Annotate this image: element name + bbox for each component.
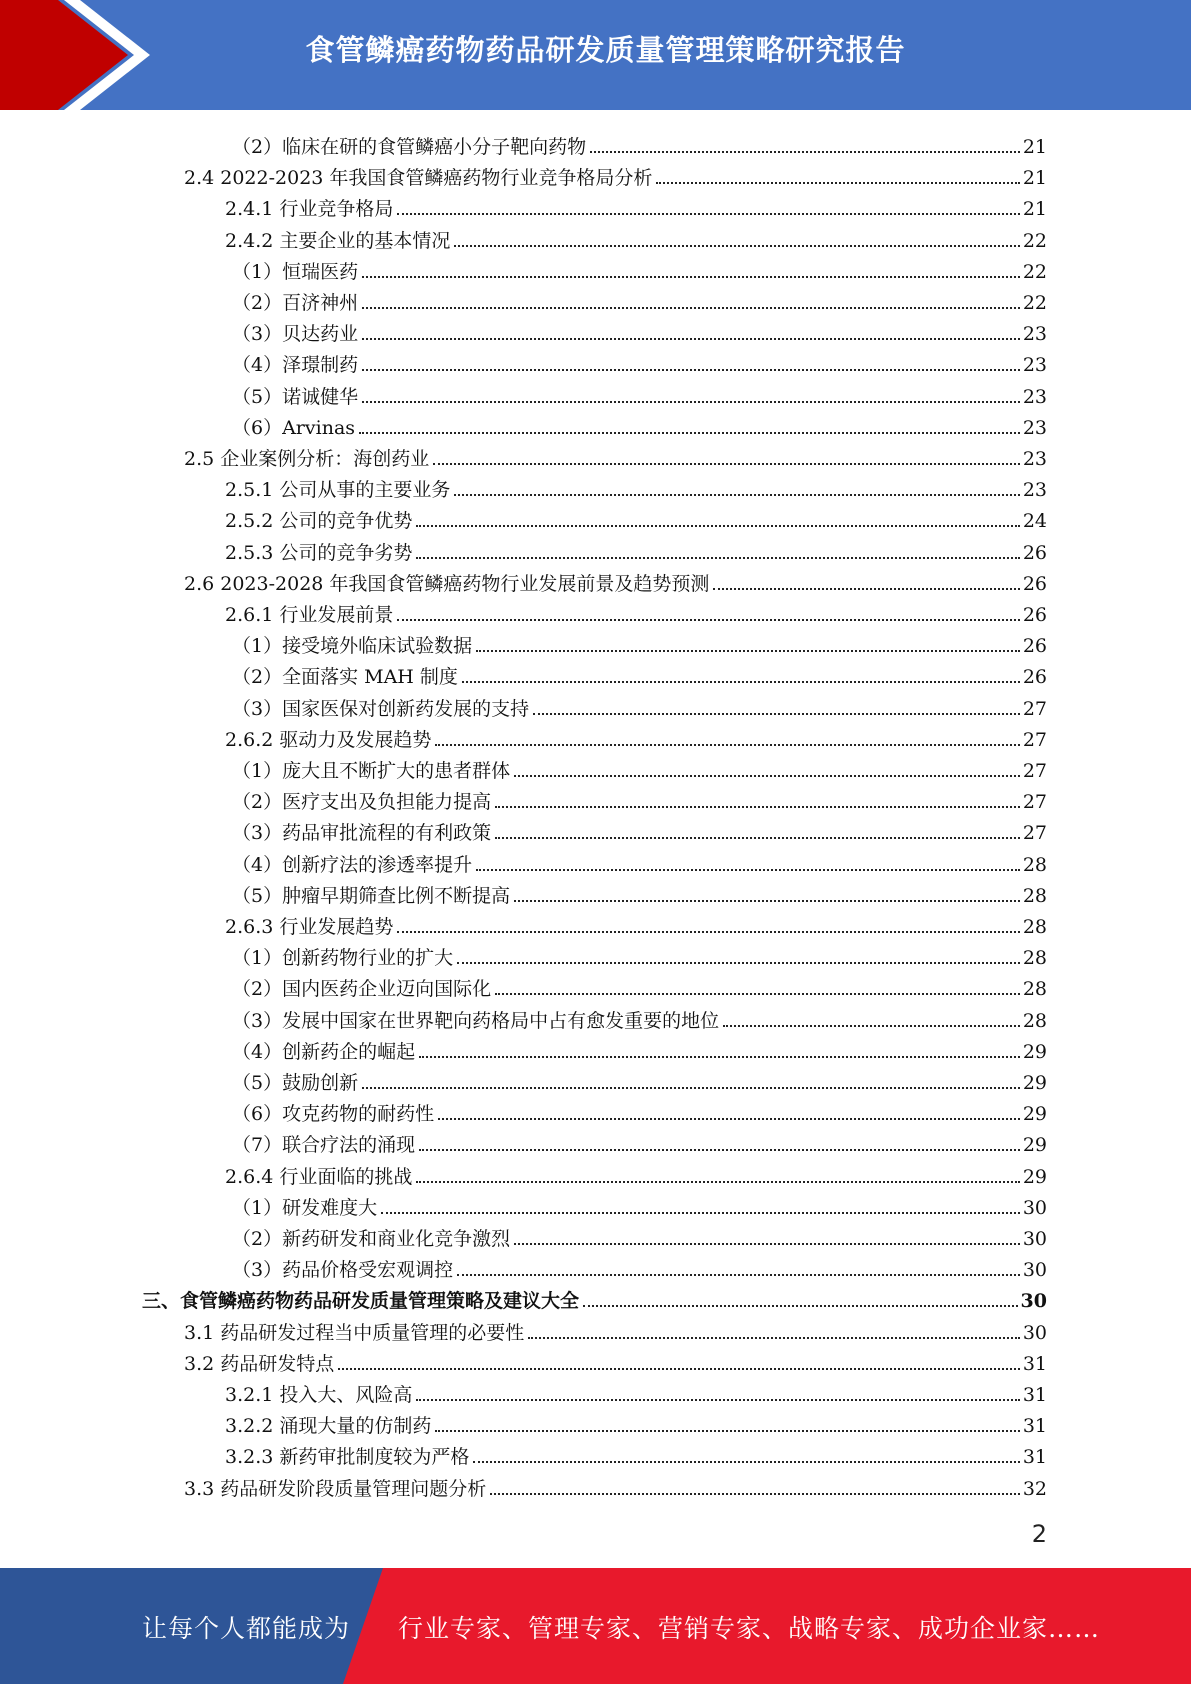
toc-leader-dots: [713, 588, 1019, 590]
toc-entry[interactable]: [232, 751, 1047, 782]
toc-entry[interactable]: [232, 408, 1047, 439]
toc-entry[interactable]: [225, 595, 1047, 626]
toc-entry-label: （6）Arvinas: [232, 416, 356, 439]
toc-leader-dots: [490, 1493, 1020, 1495]
toc-entry-label: （3）药品价格受宏观调控: [232, 1259, 454, 1282]
toc-leader-dots: [362, 338, 1020, 340]
toc-entry[interactable]: [232, 782, 1047, 813]
toc-entry-page: 26: [1022, 572, 1047, 595]
toc-entry-page: 22: [1022, 292, 1047, 314]
toc-entry-label: （4）创新疗法的渗透率提升: [232, 853, 473, 876]
toc-entry[interactable]: [184, 1469, 1047, 1500]
toc-leader-dots: [435, 1430, 1019, 1432]
toc-leader-dots: [397, 619, 1019, 621]
toc-entry-label: （1）创新药物行业的扩大: [232, 947, 454, 970]
toc-entry[interactable]: [184, 439, 1047, 470]
toc-entry-label: 2.4 2022-2023 年我国食管鳞癌药物行业竞争格局分析: [184, 167, 653, 190]
toc-entry-page: 28: [1022, 853, 1047, 876]
toc-entry-page: 24: [1022, 510, 1047, 533]
toc-leader-dots: [533, 713, 1020, 715]
toc-entry[interactable]: [225, 907, 1047, 938]
toc-entry[interactable]: [232, 1250, 1047, 1281]
toc-entry-label: 2.5 企业案例分析：海创药业: [184, 448, 430, 470]
toc-leader-dots: [495, 837, 1020, 839]
toc-entry-label: 2.6.2 驱动力及发展趋势: [225, 728, 432, 751]
toc-entry-label: 2.4.1 行业竞争格局: [225, 198, 394, 221]
toc-entry[interactable]: [232, 377, 1047, 408]
toc-entry-page: 30: [1022, 1196, 1047, 1219]
toc-entry-page: 27: [1022, 760, 1047, 782]
toc-entry-label: 2.6.3 行业发展趋势: [225, 916, 394, 938]
toc-entry-label: 3.2 药品研发特点: [184, 1352, 335, 1375]
toc-entry[interactable]: [232, 283, 1047, 314]
toc-entry[interactable]: [184, 158, 1047, 189]
toc-entry-label: （4）泽璟制药: [232, 354, 359, 377]
toc-entry[interactable]: [225, 1437, 1047, 1468]
toc-entry-page: 28: [1022, 916, 1047, 938]
toc-entry-page: 28: [1022, 884, 1047, 907]
toc-entry-page: 29: [1022, 1134, 1047, 1157]
toc-entry-page: 27: [1022, 728, 1047, 751]
toc-entry-page: 31: [1022, 1352, 1047, 1375]
toc-entry-label: （3）药品审批流程的有利政策: [232, 822, 492, 845]
toc-entry-label: （1）恒瑞医药: [232, 260, 359, 283]
toc-leader-dots: [435, 744, 1019, 746]
toc-entry-page: 27: [1022, 822, 1047, 845]
toc-entry-page: 26: [1022, 604, 1047, 626]
page-number: 2: [1031, 1520, 1047, 1548]
toc-entry-label: 2.6.4 行业面临的挑战: [225, 1165, 413, 1188]
toc-entry-label: 2.6.1 行业发展前景: [225, 604, 394, 626]
toc-entry[interactable]: [232, 689, 1047, 720]
toc-leader-dots: [457, 962, 1020, 964]
toc-entry-page: 29: [1022, 1103, 1047, 1126]
toc-entry-label: （2）临床在研的食管鳞癌小分子靶向药物: [232, 136, 587, 158]
toc-leader-dots: [419, 1149, 1020, 1151]
toc-entry[interactable]: [232, 1001, 1047, 1032]
toc-entry-page: 22: [1022, 260, 1047, 283]
toc-entry-label: （2）医疗支出及负担能力提高: [232, 791, 492, 814]
toc-entry-page: 26: [1022, 666, 1047, 689]
toc-entry-page: 28: [1022, 978, 1047, 1001]
toc-entry[interactable]: [232, 938, 1047, 969]
toc-entry[interactable]: [225, 1157, 1047, 1188]
toc-leader-dots: [723, 1025, 1020, 1027]
toc-entry-label: （6）攻克药物的耐药性: [232, 1103, 435, 1126]
toc-leader-dots: [416, 1399, 1019, 1401]
toc-entry-label: （4）创新药企的崛起: [232, 1040, 416, 1063]
toc-entry[interactable]: [232, 1063, 1047, 1094]
toc-entry[interactable]: [184, 1344, 1047, 1375]
toc-entry-page: 29: [1022, 1072, 1047, 1094]
toc-entry[interactable]: [232, 969, 1047, 1000]
toc-leader-dots: [457, 1274, 1020, 1276]
toc-entry-label: 3.3 药品研发阶段质量管理问题分析: [184, 1477, 487, 1500]
toc-entry-label: 2.5.3 公司的竞争劣势: [225, 541, 413, 564]
toc-entry[interactable]: [232, 1219, 1047, 1250]
toc-leader-dots: [362, 276, 1020, 278]
toc-leader-dots: [338, 1368, 1020, 1370]
footer-slogan-left: 让每个人都能成为: [142, 1614, 351, 1643]
toc-entry-page: 23: [1022, 416, 1047, 439]
toc-entry-page: 21: [1022, 198, 1047, 221]
toc-entry-label: 2.5.1 公司从事的主要业务: [225, 479, 451, 502]
toc-entry-page: 22: [1022, 229, 1047, 252]
toc-entry[interactable]: [184, 1313, 1047, 1344]
toc-entry-page: 23: [1022, 479, 1047, 502]
toc-entry[interactable]: [232, 1125, 1047, 1156]
toc-leader-dots: [473, 1461, 1019, 1463]
toc-entry-label: （2）新药研发和商业化竞争激烈: [232, 1228, 511, 1250]
toc-entry-page: 30: [1022, 1228, 1047, 1250]
toc-entry[interactable]: [184, 564, 1047, 595]
header-banner: [0, 0, 1191, 110]
toc-entry-page: 27: [1022, 697, 1047, 720]
toc-entry[interactable]: [225, 533, 1047, 564]
toc-entry[interactable]: [232, 1094, 1047, 1125]
toc-leader-dots: [397, 931, 1019, 933]
toc-entry-page: 26: [1022, 541, 1047, 564]
toc-entry[interactable]: [232, 626, 1047, 657]
toc-entry-page: 26: [1022, 635, 1047, 658]
toc-entry-label: （3）国家医保对创新药发展的支持: [232, 697, 530, 720]
toc-entry-page: 28: [1022, 947, 1047, 970]
toc-entry-page: 31: [1022, 1446, 1047, 1469]
toc-leader-dots: [359, 432, 1020, 434]
toc-leader-dots: [416, 557, 1019, 559]
toc-entry[interactable]: [142, 1281, 1047, 1312]
toc-entry-label: （2）国内医药企业迈向国际化: [232, 978, 492, 1001]
toc-entry[interactable]: [232, 845, 1047, 876]
footer-slogan-right: 行业专家、管理专家、营销专家、战略专家、成功企业家……: [398, 1614, 1101, 1643]
toc-entry-label: （1）接受境外临床试验数据: [232, 635, 473, 658]
toc-entry[interactable]: [232, 876, 1047, 907]
toc-entry-page: 28: [1022, 1009, 1047, 1032]
toc-entry-page: 30: [1022, 1321, 1047, 1344]
toc-entry-label: （7）联合疗法的涌现: [232, 1134, 416, 1157]
toc-entry-page: 23: [1022, 354, 1047, 377]
toc-entry[interactable]: [225, 1406, 1047, 1437]
toc-entry-label: （2）全面落实 MAH 制度: [232, 666, 458, 689]
toc-entry-label: 2.4.2 主要企业的基本情况: [225, 229, 451, 252]
toc-leader-dots: [462, 681, 1020, 683]
toc-entry[interactable]: [232, 314, 1047, 345]
toc-entry[interactable]: [232, 657, 1047, 688]
toc-leader-dots: [476, 650, 1020, 652]
toc-entry[interactable]: [232, 345, 1047, 376]
toc-entry-label: （5）鼓励创新: [232, 1072, 359, 1094]
toc-leader-dots: [362, 307, 1020, 309]
toc-entry-page: 23: [1022, 448, 1047, 470]
toc-entry[interactable]: [225, 221, 1047, 252]
toc-entry-label: （5）肿瘤早期筛查比例不断提高: [232, 884, 511, 907]
toc-entry[interactable]: [232, 1188, 1047, 1219]
toc-entry-label: 3.2.3 新药审批制度较为严格: [225, 1446, 470, 1469]
toc-entry-page: 29: [1022, 1165, 1047, 1188]
toc-entry-page: 21: [1022, 167, 1047, 190]
toc-entry-label: 2.6 2023-2028 年我国食管鳞癌药物行业发展前景及趋势预测: [184, 572, 710, 595]
toc-leader-dots: [514, 1243, 1020, 1245]
toc-leader-dots: [381, 1212, 1020, 1214]
toc-entry-label: 3.2.1 投入大、风险高: [225, 1384, 413, 1406]
toc-leader-dots: [583, 1305, 1018, 1307]
toc-entry-page: 31: [1022, 1415, 1047, 1438]
toc-leader-dots: [416, 1181, 1019, 1183]
toc-entry-label: 3.2.2 涌现大量的仿制药: [225, 1415, 432, 1438]
toc-leader-dots: [362, 1087, 1020, 1089]
toc-leader-dots: [433, 463, 1020, 465]
toc-leader-dots: [590, 151, 1020, 153]
toc-entry-label: 2.5.2 公司的竞争优势: [225, 510, 413, 533]
toc-entry-label: （3）发展中国家在世界靶向药格局中占有愈发重要的地位: [232, 1009, 720, 1032]
toc-leader-dots: [419, 1056, 1020, 1058]
toc-entry-page: 30: [1020, 1290, 1047, 1313]
toc-entry[interactable]: [232, 252, 1047, 283]
toc-leader-dots: [362, 401, 1020, 403]
toc-entry-page: 23: [1022, 323, 1047, 346]
toc-entry[interactable]: [225, 470, 1047, 501]
toc-entry[interactable]: [232, 813, 1047, 844]
toc-entry-page: 21: [1022, 136, 1047, 158]
toc-entry[interactable]: [232, 127, 1047, 158]
toc-entry[interactable]: [232, 1032, 1047, 1063]
toc-entry-label: （5）诺诚健华: [232, 385, 359, 408]
toc-leader-dots: [656, 182, 1019, 184]
report-title: 食管鳞癌药物药品研发质量管理策略研究报告: [305, 33, 906, 67]
toc-leader-dots: [514, 775, 1020, 777]
toc-leader-dots: [476, 869, 1020, 871]
toc-entry[interactable]: [225, 501, 1047, 532]
toc-leader-dots: [438, 1118, 1020, 1120]
toc-entry-label: 三、食管鳞癌药物药品研发质量管理策略及建议大全: [142, 1290, 580, 1313]
toc-leader-dots: [514, 900, 1020, 902]
toc-leader-dots: [495, 993, 1020, 995]
toc-leader-dots: [454, 494, 1019, 496]
toc-entry-page: 23: [1022, 385, 1047, 408]
footer-banner: [0, 1568, 1191, 1684]
toc-leader-dots: [495, 806, 1020, 808]
toc-entry[interactable]: [225, 1375, 1047, 1406]
toc-leader-dots: [528, 1337, 1020, 1339]
toc-entry-label: （1）庞大且不断扩大的患者群体: [232, 760, 511, 782]
toc-entry-page: 29: [1022, 1040, 1047, 1063]
toc-entry-page: 27: [1022, 791, 1047, 814]
toc-entry-label: 3.1 药品研发过程当中质量管理的必要性: [184, 1321, 525, 1344]
toc-entry-label: （3）贝达药业: [232, 323, 359, 346]
toc-leader-dots: [397, 213, 1019, 215]
toc-leader-dots: [416, 525, 1019, 527]
toc-leader-dots: [454, 245, 1019, 247]
toc-entry[interactable]: [225, 720, 1047, 751]
toc-entry-label: （2）百济神州: [232, 292, 359, 314]
toc-entry-page: 30: [1022, 1259, 1047, 1282]
toc-entry-label: （1）研发难度大: [232, 1196, 378, 1219]
toc-entry[interactable]: [225, 189, 1047, 220]
toc-leader-dots: [362, 369, 1020, 371]
toc-entry-page: 32: [1022, 1477, 1047, 1500]
toc-entry-page: 31: [1022, 1384, 1047, 1406]
